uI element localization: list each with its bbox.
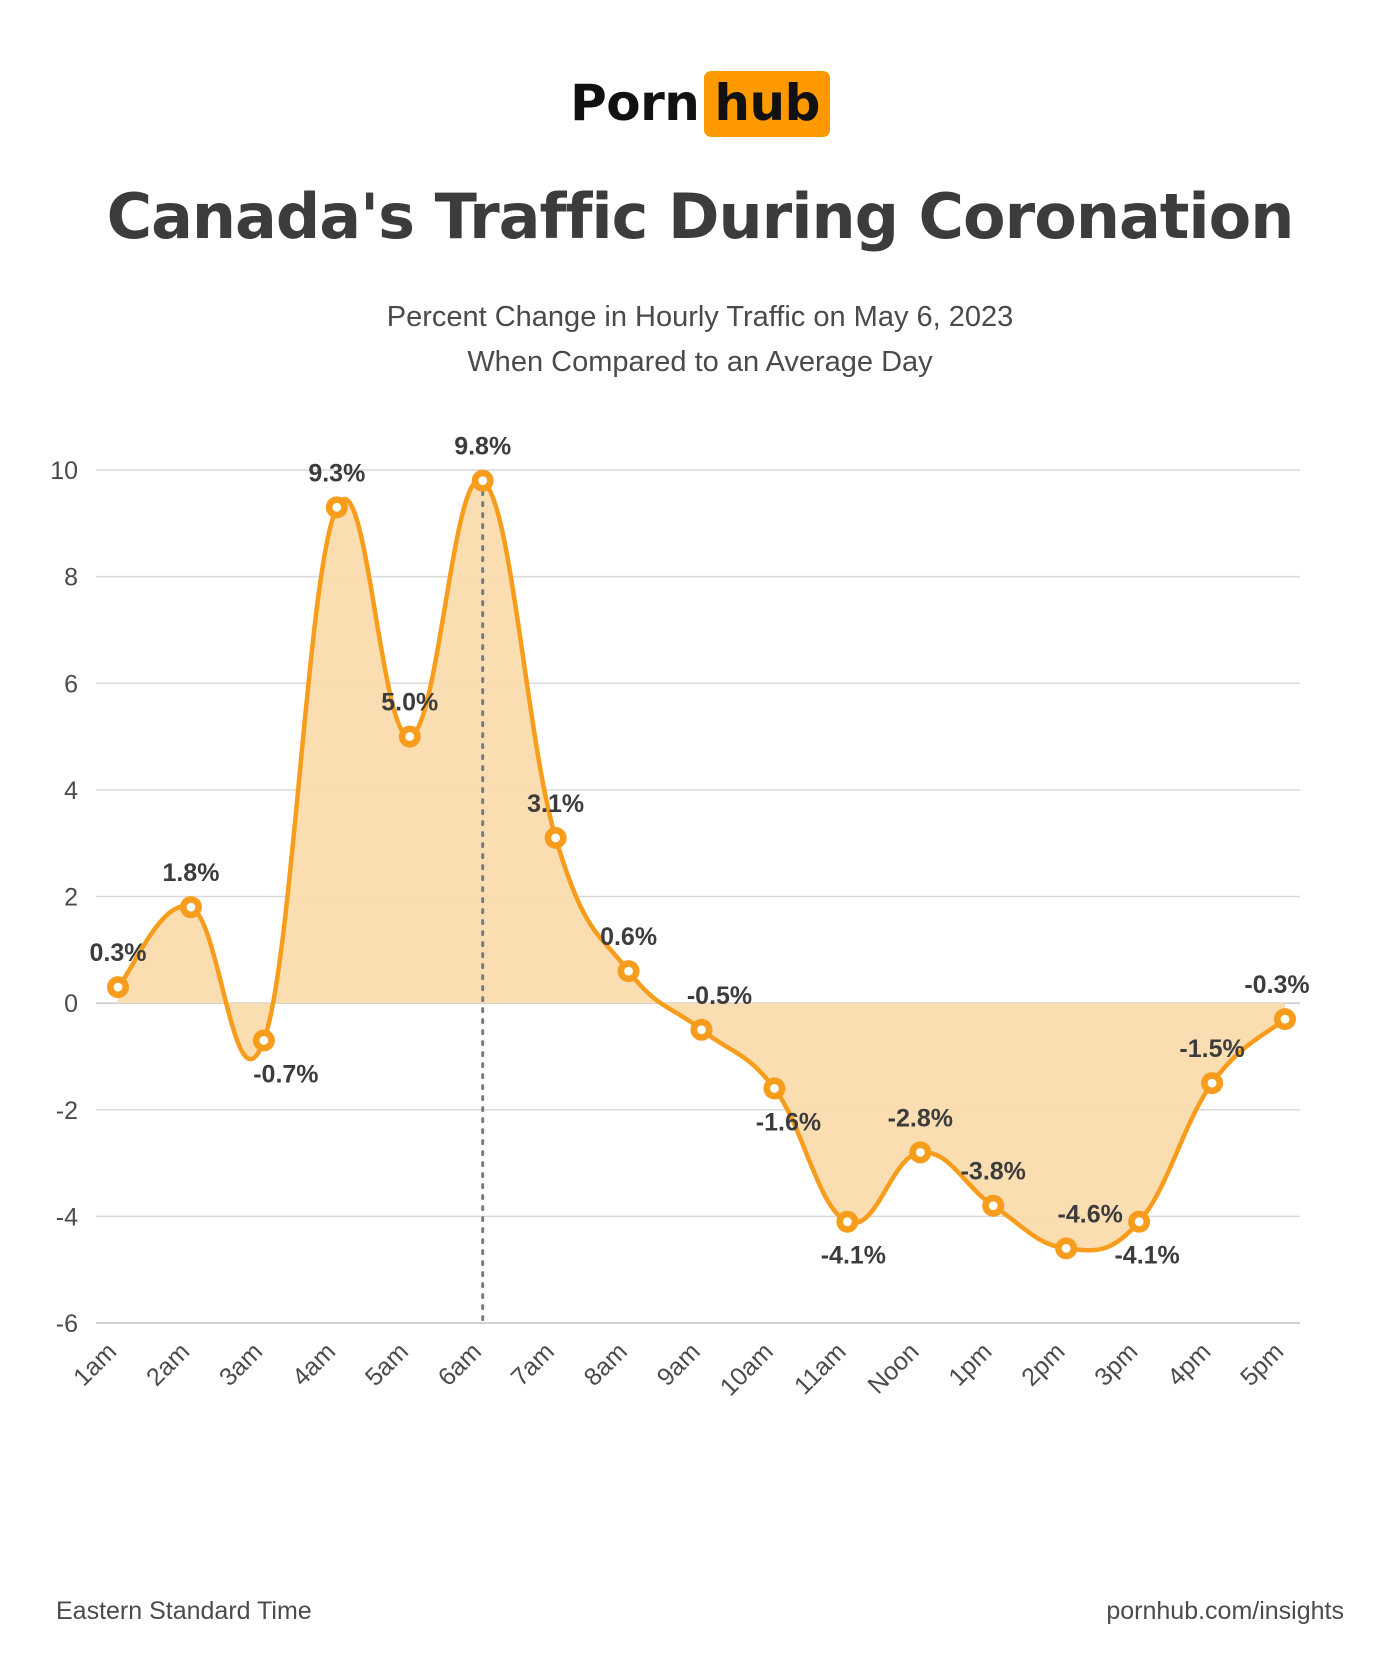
x-axis-tick-label: 3pm	[1089, 1337, 1144, 1392]
chart-container	[0, 423, 1400, 1423]
data-point-label: -1.6%	[755, 1108, 822, 1137]
y-axis-tick-label: 4	[64, 776, 78, 805]
brand-logo	[0, 74, 1400, 132]
data-point-label: 0.3%	[89, 939, 147, 968]
series-area-fill	[118, 479, 1285, 1250]
data-point-center	[843, 1217, 852, 1226]
x-axis-tick-label: 5pm	[1235, 1337, 1290, 1392]
data-point-center	[259, 1036, 268, 1045]
data-point-label: -0.7%	[253, 1060, 319, 1089]
data-point-label: 3.1%	[527, 789, 585, 818]
data-point-center	[187, 903, 196, 912]
x-axis-tick-label: 7am	[505, 1337, 560, 1392]
data-point-center	[1208, 1079, 1217, 1088]
y-axis-tick-label: 10	[50, 456, 78, 485]
data-point-label: 9.3%	[308, 459, 366, 488]
data-point-center	[916, 1148, 925, 1157]
y-axis-tick-label: -6	[55, 1309, 78, 1338]
subtitle-line-1: Percent Change in Hourly Traffic on May 6, 2023	[386, 301, 1014, 333]
x-axis-tick-label: 5am	[359, 1337, 414, 1392]
y-axis-tick-label: 8	[64, 563, 78, 592]
y-axis-tick-label: 0	[64, 990, 78, 1018]
x-axis-tick-label: 3am	[213, 1337, 269, 1392]
x-axis-tick-label: 9am	[651, 1337, 706, 1392]
data-point-center	[624, 967, 633, 976]
x-axis-tick-label: 11am	[788, 1337, 852, 1401]
data-point-label: -3.8%	[960, 1157, 1026, 1186]
data-point-center	[551, 833, 560, 842]
data-point-label: -1.5%	[1179, 1034, 1245, 1063]
data-point-label: 5.0%	[381, 688, 439, 717]
x-axis-tick-label: Noon	[862, 1337, 925, 1400]
data-point-label: -0.3%	[1244, 970, 1310, 999]
x-axis-tick-label: 1am	[68, 1337, 123, 1392]
data-point-label: -4.1%	[820, 1241, 887, 1270]
x-axis-tick-label: 6am	[432, 1337, 487, 1392]
data-point-label: -4.6%	[1057, 1200, 1123, 1229]
logo-text-porn: Porn	[570, 74, 700, 132]
data-point-center	[770, 1084, 779, 1093]
footer	[0, 1597, 1400, 1626]
data-point-label: 0.6%	[600, 923, 658, 952]
data-point-center	[478, 476, 487, 485]
traffic-area-chart	[0, 423, 1400, 1423]
logo-text-hub: hub	[704, 71, 829, 137]
x-axis-tick-label: 10am	[714, 1337, 779, 1402]
x-axis-tick-label: 2am	[140, 1337, 196, 1392]
subtitle-line-2: When Compared to an Average Day	[467, 345, 933, 378]
page-subtitle	[0, 295, 1400, 385]
data-point-center	[1135, 1217, 1144, 1226]
data-point-center	[114, 983, 123, 992]
data-point-label: -2.8%	[887, 1104, 953, 1133]
y-axis-tick-label: -2	[55, 1096, 78, 1125]
data-point-center	[697, 1025, 706, 1034]
y-axis-tick-label: -4	[55, 1203, 78, 1232]
page-title: Canada's Traffic During Coronation	[106, 180, 1294, 253]
data-point-center	[1062, 1244, 1071, 1253]
x-axis-tick-label: 4pm	[1162, 1337, 1217, 1392]
x-axis-tick-label: 4am	[286, 1337, 342, 1392]
footer-source-link[interactable]: pornhub.com/insights	[1106, 1597, 1344, 1625]
data-point-label: 9.8%	[454, 432, 512, 461]
data-point-center	[1281, 1015, 1290, 1024]
data-point-center	[405, 732, 414, 741]
y-axis-tick-label: 2	[64, 883, 78, 912]
data-point-label: -0.5%	[686, 981, 753, 1010]
x-axis-tick-label: 2pm	[1016, 1337, 1071, 1392]
data-point-center	[989, 1201, 998, 1210]
x-axis-tick-label: 1pm	[943, 1337, 998, 1392]
y-axis-tick-label: 6	[64, 670, 78, 699]
data-point-label: -4.1%	[1114, 1241, 1180, 1270]
data-point-label: 1.8%	[162, 859, 220, 888]
footer-timezone-note: Eastern Standard Time	[56, 1597, 312, 1625]
data-point-center	[332, 503, 341, 512]
x-axis-tick-label: 8am	[578, 1337, 633, 1392]
